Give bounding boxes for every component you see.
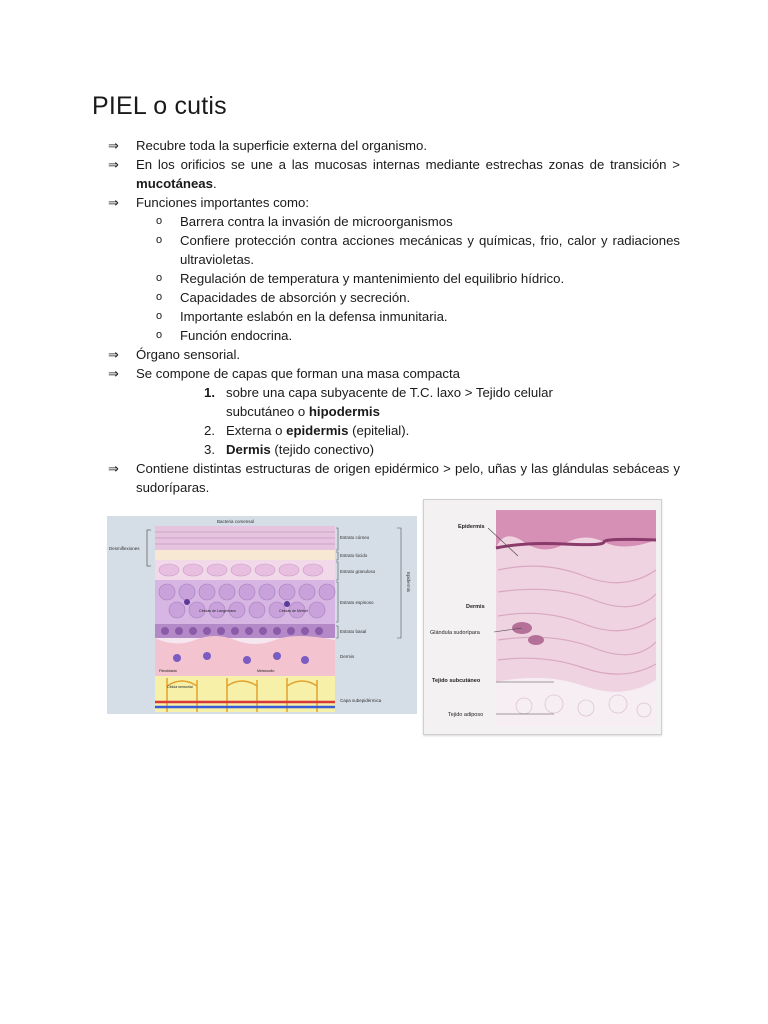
numbered-item-text-part: (tejido conectivo) xyxy=(270,442,375,457)
sub-item xyxy=(156,288,680,307)
arrow-bullet-icon: ⇒ xyxy=(108,347,119,362)
sub-item-text: Importante eslabón en la defensa inmunitaria. xyxy=(180,309,448,324)
bullet-item xyxy=(108,364,680,383)
layer-label: Estrato córneo xyxy=(340,535,370,540)
cell-label: Melanocito xyxy=(257,669,275,673)
bold-term: epidermis xyxy=(286,423,349,438)
bullet-text: Se compone de capas que forman una masa compacta xyxy=(136,366,461,381)
cell-label: Células de Langerhans xyxy=(199,609,236,613)
arrow-bullet-icon: ⇒ xyxy=(108,195,119,210)
numbered-item xyxy=(204,421,680,440)
micrograph-label: Tejido subcutáneo xyxy=(432,678,481,684)
label-bacteria: Bacteria comensal xyxy=(217,519,255,524)
cell-label: Célula sensorial xyxy=(167,685,193,689)
bold-term: mucotáneas xyxy=(136,176,213,191)
skin-layers-diagram xyxy=(107,516,417,714)
arrow-bullet-icon: ⇒ xyxy=(108,157,119,172)
sub-item xyxy=(156,231,680,269)
cell-label: Fibroblasto xyxy=(159,669,177,673)
numbered-item-text-part: (epitelial). xyxy=(348,423,410,438)
layer-label: Estrato espinoso xyxy=(340,600,374,605)
micrograph-label: Epidermis xyxy=(458,524,485,530)
sub-item-text: Regulación de temperatura y mantenimiento del equilibrio hídrico. xyxy=(180,271,565,286)
layer-label: Estrato lúcido xyxy=(340,553,368,558)
bullet-text: Recubre toda la superficie externa del organismo. xyxy=(136,138,428,153)
circle-bullet-icon: o xyxy=(156,215,163,227)
bullet-text xyxy=(136,155,680,193)
bold-term: hipodermis xyxy=(308,404,380,419)
circle-bullet-icon: o xyxy=(156,329,163,341)
bullet-list xyxy=(108,136,680,497)
arrow-bullet-icon: ⇒ xyxy=(108,461,119,476)
skin-micrograph xyxy=(423,499,662,735)
bullet-text: Órgano sensorial. xyxy=(136,347,241,362)
circle-bullet-icon: o xyxy=(156,234,163,246)
sub-item-text: Barrera contra la invasión de microorganismos xyxy=(180,214,453,229)
micrograph-label: Glándula sudorípara xyxy=(430,630,480,636)
sub-item-text: Función endocrina. xyxy=(180,328,293,343)
bold-term: Dermis xyxy=(226,442,271,457)
sub-item xyxy=(156,269,680,288)
circle-bullet-icon: o xyxy=(156,291,163,303)
bullet-item xyxy=(108,459,680,497)
bullet-text: Funciones importantes como: xyxy=(136,195,309,210)
layer-label: Capa subepidérmica xyxy=(340,698,382,703)
bullet-text-part: . xyxy=(212,176,217,191)
cell-label: Células de Merkel xyxy=(279,609,308,613)
sub-item xyxy=(156,307,680,326)
numbered-item-text xyxy=(226,440,680,459)
bullet-text: Contiene distintas estructuras de origen epidérmico > pelo, uñas y las glándulas sebáceas y sudoríparas. xyxy=(136,461,680,495)
item-number: 3. xyxy=(204,442,215,457)
bullet-item xyxy=(108,345,680,364)
bullet-item xyxy=(108,193,680,212)
numbered-item-text xyxy=(226,421,680,440)
arrow-bullet-icon: ⇒ xyxy=(108,366,119,381)
layer-label: Dermis xyxy=(340,654,355,659)
micrograph-label: Dermis xyxy=(466,604,485,610)
micrograph-label: Tejido adiposo xyxy=(448,712,484,718)
lucidum-layer xyxy=(155,550,335,560)
arrow-bullet-icon: ⇒ xyxy=(108,138,119,153)
page-title: PIEL o cutis xyxy=(92,92,227,120)
item-number: 2. xyxy=(204,423,215,438)
numbered-item xyxy=(204,440,680,459)
numbered-item xyxy=(204,383,680,421)
numbered-item-text xyxy=(226,383,606,421)
bullet-item xyxy=(108,155,680,193)
numbered-item-text-part: sobre una capa subyacente de T.C. laxo > Tejido celular subcutáneo o xyxy=(226,385,553,419)
bullet-item xyxy=(108,136,680,155)
circle-bullet-icon: o xyxy=(156,272,163,284)
circle-bullet-icon: o xyxy=(156,310,163,322)
sub-item-text: Capacidades de absorción y secreción. xyxy=(180,290,411,305)
item-number: 1. xyxy=(204,385,215,400)
sub-item-text: Confiere protección contra acciones mecánicas y químicas, frio, calor y radiaciones ultravioletas. xyxy=(180,233,680,267)
layer-label: Estrato granuloso xyxy=(340,569,376,574)
bullet-text-part: En los orificios se une a las mucosas internas mediante estrechas zonas de transición > xyxy=(136,157,680,172)
label-epidermis: Epidermis xyxy=(406,572,411,593)
sub-item xyxy=(156,326,680,345)
label-desmiflexiones: Desmiflexiones xyxy=(109,546,140,551)
sub-item xyxy=(156,212,680,231)
numbered-item-text-part: Externa o xyxy=(226,423,287,438)
layer-label: Estrato basal xyxy=(340,629,367,634)
